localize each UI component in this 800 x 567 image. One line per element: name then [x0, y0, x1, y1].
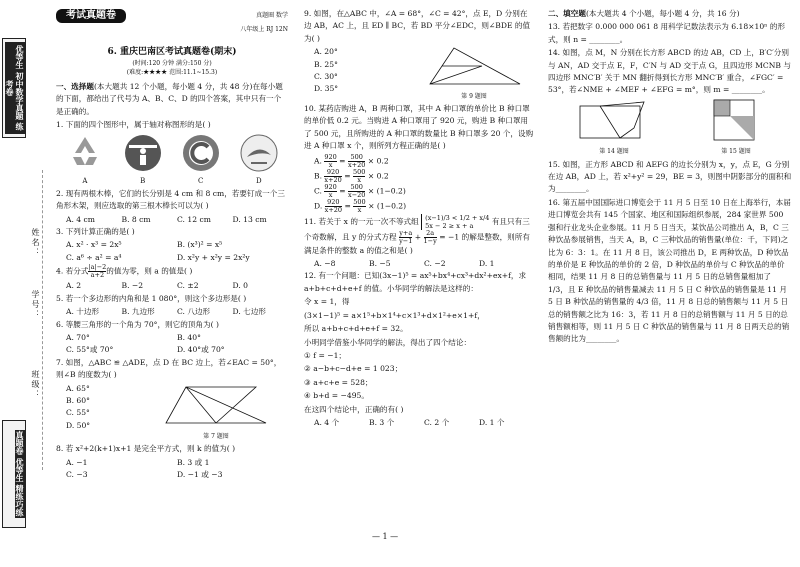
q9-body [304, 46, 534, 103]
section-two-intro: 二、填空题(本大题共 4 个小题，每小题 4 分，共 16 分) [548, 9, 740, 18]
question-9: 9. 如图，在△ABC 中，∠A = 68°，∠C = 42°，点 E，D 分别在边 AB，AC 上，且 ED ∥ BC，若 BD 平分∠EDC，则∠BDE 的值为( ) [304, 9, 531, 43]
page-number: — 1 — [372, 532, 399, 541]
exam-difficulty: (难度:★★★★ 范围:11.1~15.3) [126, 68, 218, 76]
series-logo: 考试真题卷 [56, 9, 126, 23]
class-label: 班级： [31, 370, 40, 400]
question-8: 8. 若 x²+2(k+1)x+1 是完全平方式，则 k 的值为( ) [56, 444, 236, 454]
student-number-label: 学号： [31, 290, 40, 320]
q9-figure: 第 9 题图 [424, 46, 524, 103]
q12-options: A. 4 个 B. 3 个 C. 2 个 D. 1 个 [314, 417, 505, 427]
q4-fraction: $\frac{|a|-2}{a+2}$ [88, 263, 107, 280]
section-one-intro: 一、选择题(本大题共 12 个小题，每小题 4 分，共 48 分)在每小题的下面，都给出了代号为 A、B、C、D 的四个答案，其中只有一个是正确的。 [56, 81, 283, 116]
q7-options: A. 65° B. 60° C. 55° D. 50° [66, 383, 91, 430]
question-13: 13. 若把数字 0.000 000 061 8 用科学记数法表示为 6.18×10ⁿ 的形式，则 n = ________。 [548, 22, 786, 44]
question-6: 6. 等腰三角形的一个角为 70°，则它的顶角为( ) [56, 319, 219, 329]
question-12: 12. 有一个问题：已知(3x−1)⁵ = ax⁵+bx⁴+cx³+dx²+ex+f，求 a+b+c+d+e+f 的值。小华同学的解法是这样的： 令 x = 1，得 (3×1−1)⁵ = a×1⁵+b×1⁴+c×1³+d×1²+e×1+f， 所以 a+b+c+d+e+f = 32。 小明同学借鉴小华同学的解法，得出了四个结论： ① f = −1； ② a−b+c−d+e = 1 023； ③ a+c+e = 528； ④ b+d = −495。 在这四个结论中，正确的有( ) [304, 271, 527, 414]
q10-options [304, 154, 534, 214]
rectangle-fold-figure [574, 98, 654, 142]
q6-options: A. 70° B. 40° C. 55°或 70° D. 40°或 70° [66, 332, 225, 355]
weightlifter-icon [123, 133, 163, 173]
q14-figure: 第 14 题图 [574, 98, 654, 159]
q8-options: A. −1 B. 3 或 1 C. −3 D. −1 或 −3 [66, 457, 223, 480]
q7-body [56, 383, 288, 444]
grade-label: 八年级上 RJ 12N [240, 26, 288, 33]
cut-line [42, 170, 43, 470]
brand-tab-bottom: 真题卷 优等生 精练巧练 [2, 420, 26, 528]
question-11: 11. 若关于 x 的一元一次不等式组 (x−1)/3 < 1/2 + x/4 5x − 2 ≥ x + a 有且只有三个奇数解，且 y 的分式方程 $\frac{y+a}{y-1}$ + $\frac{2a}{1-y}$ = −1 的解是整数，则所有满足条件的整数 a 的值之和是( ) [304, 213, 530, 255]
triangle-figure-q7 [156, 383, 276, 427]
q15-figure: 第 15 题图 [706, 98, 766, 159]
q11-options: A. −8 B. −5 C. −2 D. 1 [314, 259, 495, 269]
name-label: 姓名： [31, 228, 40, 258]
q10-option-c: C. $\frac{920}{x}$ = $\frac{500}{x-20}$ × (1−0.2) [314, 182, 406, 199]
q5-options: A. 十边形 B. 九边形 C. 八边形 D. 七边形 [66, 307, 266, 317]
q14-q15-figures [548, 98, 792, 159]
brand-tab-top: 优等生 初中数学真题 练考卷 [2, 38, 26, 138]
question-3: 3. 下列计算正确的是( ) [56, 227, 135, 237]
section-two-heading: 二、填空题 [548, 9, 586, 18]
exam-time: (时间:120 分钟 满分:150 分) [132, 59, 212, 67]
question-1: 1. 下面的四个图形中，属于轴对称图形的是( ) [56, 120, 211, 130]
triangle-figure-q9 [424, 46, 524, 86]
q1-figure-labels: A B C D [82, 177, 262, 186]
column-middle [304, 8, 534, 429]
series-name: 真题圈 数学 [256, 11, 288, 19]
q2-options: A. 4 cm B. 8 cm C. 12 cm D. 13 cm [66, 214, 267, 224]
q3-options: A. x² · x³ = 2x⁵ B. (x³)² = x⁵ C. a⁶ ÷ a² = a⁴ D. x²y + x²y = 2x²y [66, 240, 250, 262]
question-14: 14. 如图，点 M，N 分别在长方形 ABCD 的边 AB，CD 上，B′C′分别与 AN，AD 交于点 E，F，C′N 与 AD 交于点 G，且四边形 MCNB 与四边形 MNC′B′ 关于 MN 翻折得到长方形 MNC′B′ 重合，∠FGC′ = 53°，若∠NME + ∠MEF + ∠EFG = m°，则 m = ________。 [548, 48, 791, 95]
column-right [548, 8, 792, 347]
question-5: 5. 若一个多边形的内角和是 1 080°，则这个多边形是( ) [56, 293, 247, 303]
section-one-heading: 一、选择题 [56, 81, 94, 91]
question-16: 16. 第五届中国国际进口博览会于 11 月 5 日至 10 日在上海举行，本届进口博览会共有 145 个国家、地区和国际组织参展，284 家世界 500 强和行业龙头企业参展。11 月 5 日当天，某饮品公司推出 A，B，C 三种饮品参展销售，当天 A，B，C 三种饮品的销售量(单位：千，下同)之比为 6：3：1。在 11 月 8 日，该公司推出 D，E 两种饮品，D 种饮品的单价是 E 种饮品的单价的 2 倍，D 种饮品的单价与 C 种饮品的单价相同，结果 11 月 8 日的总销售量与 11 月 5 日的总销售量相加了 1/3，且 E 种饮品的销售量减去 11 月 5 日 C 种饮品的销售量是 11 月 5 日 B 种饮品的销售量的 4/3 倍，11 月 8 日总的销售额与 11 月 5 日总的销售额之比为 16：3，若 11 月 8 日的总销售额与 11 月 5 日的总销售额相等，则 11 月 5 日 C 种饮品的销售量与 11 月 8 日两天总的销售额的比为________。 [548, 197, 791, 344]
q9-options: A. 20° B. 25° C. 30° D. 35° [314, 47, 339, 94]
question-15: 15. 如图，正方形 ABCD 和 AEFG 的边长分别为 x，y，点 E，G 分别在边 AB，AD 上，若 x²+y² = 29，BE = 3，则图中阴影部分的面积和为________。 [548, 159, 792, 194]
q10-option-b: B. $\frac{920}{x+20}$ = $\frac{500}{x}$ × 0.2 [314, 167, 389, 184]
header-banner [56, 8, 288, 24]
q10-option-a: A. $\frac{920}{x}$ = $\frac{500}{x+20}$ × 0.2 [314, 152, 389, 169]
column-left [56, 8, 288, 482]
c-logo-icon [181, 133, 221, 173]
q11-inequality-system: (x−1)/3 < 1/2 + x/4 5x − 2 ≥ x + a [421, 214, 489, 230]
binding-gutter [0, 0, 52, 567]
q10-option-d: D. $\frac{920}{x+20}$ = $\frac{500}{x}$ × (1−0.2) [314, 197, 407, 214]
question-4: 4. 若分式 $\frac{|a|-2}{a+2}$ 的值为零，则 a 的值是( ) [56, 263, 193, 280]
q1-figures [56, 133, 288, 173]
question-2: 2. 现有两根木棒，它们的长分别是 4 cm 和 8 cm，若要钉成一个三角形木架，则应选取的第三根木棒长可以为( ) [56, 188, 285, 211]
q7-figure: 第 7 题图 [156, 383, 276, 444]
recycle-icon [65, 133, 105, 173]
exam-title: 6. 重庆巴南区考试真题卷(期末) [107, 47, 237, 58]
question-7: 7. 如图，△ABC ≌ △ADE，点 D 在 BC 边上，若∠EAC = 50°，则∠B 的度数为( ) [56, 357, 282, 380]
q4-options: A. 2 B. −2 C. ±2 D. 0 [66, 281, 248, 291]
question-10: 10. 某药店购进 A，B 两种口罩，其中 A 种口罩的单价比 B 种口罩的单价低 0.2 元。当购进 A 种口罩用了 920 元，购进 B 种口罩用了 500 元，且所购进的 A 种口罩的数量比 B 种口罩多 20 个，设购进 A 种口罩 x 个，则所列方程正确的是( ) [304, 104, 534, 151]
airline-icon [239, 133, 279, 173]
squares-figure [706, 98, 766, 142]
